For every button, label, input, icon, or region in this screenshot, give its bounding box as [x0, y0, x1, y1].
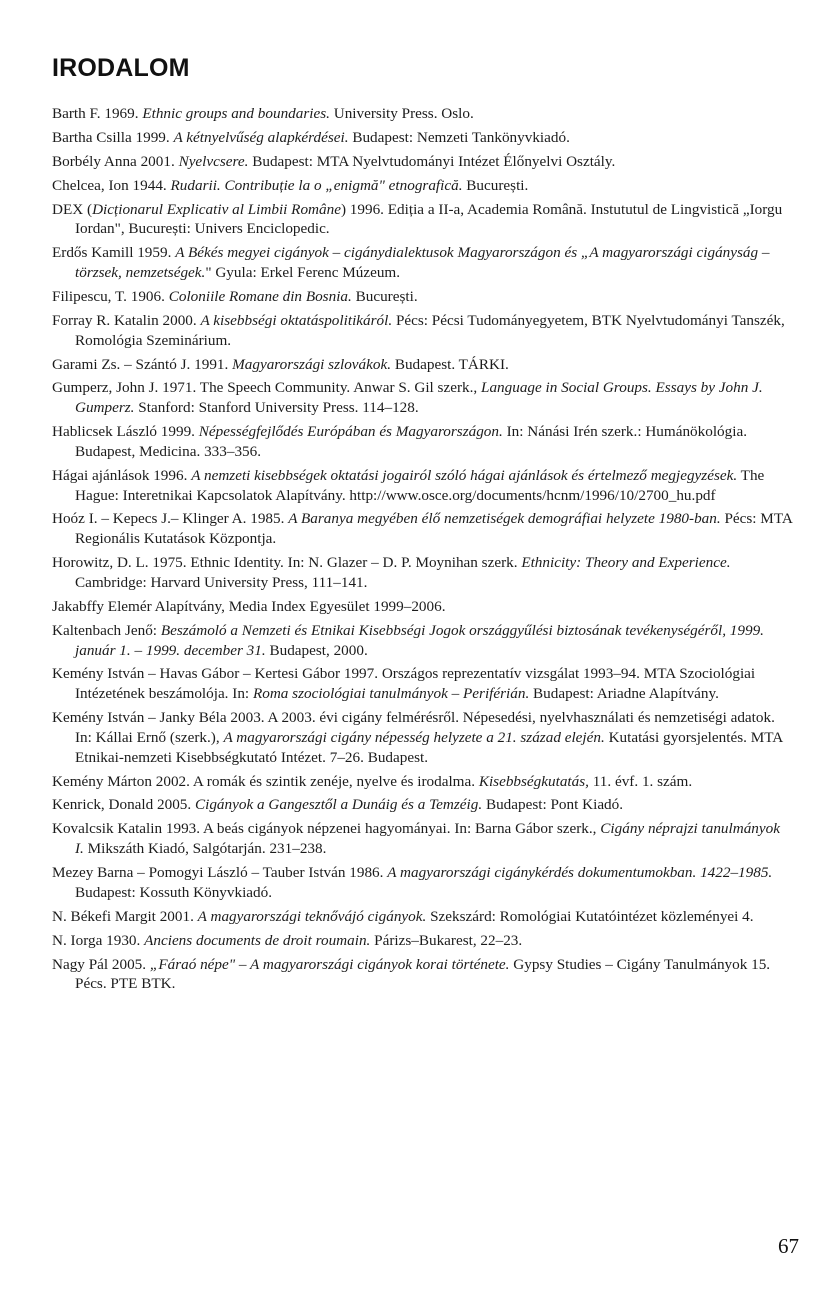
reference-text: Budapest: Pont Kiadó. — [482, 796, 624, 814]
reference-title: Magyarországi szlovákok. — [232, 355, 392, 373]
reference-entry — [52, 128, 792, 148]
reference-text: Bartha Csilla 1999. — [52, 128, 174, 146]
reference-text: Kutatási gyorsjelentés. MTA Etnikai-nemzeti Kisebbségkutató Intézet. 7–26. Budapest. — [75, 728, 783, 766]
reference-title: Kisebbségkutatás, — [478, 772, 589, 790]
reference-entry — [52, 597, 792, 617]
reference-text: Hablicsek László 1999. — [52, 423, 199, 441]
reference-text: Párizs–Bukarest, 22–23. — [370, 931, 523, 949]
reference-text: Pécs: MTA Regionális Kutatások Központja. — [75, 510, 793, 548]
reference-entry — [52, 955, 792, 995]
reference-entry — [52, 152, 792, 172]
reference-text: Jakabffy Elemér Alapítvány, Media Index Egyesület 1999–2006. — [52, 597, 446, 615]
reference-text: Kemény Márton 2002. A romák és szintik zenéje, nyelve és irodalma. — [52, 772, 479, 790]
reference-title: Cigányok a Gangesztől a Dunáig és a Temzéig. — [194, 796, 483, 814]
reference-text: Garami Zs. – Szántó J. 1991. — [52, 355, 233, 373]
reference-text: Horowitz, D. L. 1975. Ethnic Identity. In: N. Glazer – D. P. Moynihan szerk. — [52, 554, 522, 572]
reference-title: Dicționarul Explicativ al Limbii Române — [92, 200, 341, 218]
reference-text: The Hague: Interetnikai Kapcsolatok Alapítvány. http://www.osce.org/documents/hcnm/1996/10/2700_hu.pdf — [75, 466, 765, 504]
reference-text: Hágai ajánlások 1996. — [52, 466, 192, 484]
reference-title: Coloniile Romane din Bosnia. — [168, 287, 352, 305]
reference-entry — [52, 287, 792, 307]
reference-text: Nagy Pál 2005. — [52, 955, 150, 973]
reference-title: Language in Social Groups. Essays by John J. Gumperz. — [75, 379, 763, 417]
reference-title: A Békés megyei cigányok – cigánydialektusok Magyarországon és „A magyarországi cigányság – törzsek, nemzetségek. — [75, 244, 770, 282]
reference-text: Szekszárd: Romológiai Kutatóintézet közleményei 4. — [426, 907, 754, 925]
section-heading: IRODALOM — [52, 54, 190, 82]
reference-entry — [52, 795, 792, 815]
reference-entry — [52, 176, 792, 196]
reference-text: Kaltenbach Jenő: — [52, 621, 161, 639]
reference-text: Kenrick, Donald 2005. — [52, 796, 195, 814]
reference-entry — [52, 931, 792, 951]
reference-text: Budapest: Kossuth Könyvkiadó. — [75, 883, 273, 901]
reference-text: București. — [351, 287, 418, 305]
reference-text: N. Iorga 1930. — [52, 931, 145, 949]
reference-title: Rudarii. Contribuție la o „enigmă" etnografică. — [170, 176, 463, 194]
reference-title: Nyelvcsere. — [178, 152, 249, 170]
reference-text: N. Békefi Margit 2001. — [52, 907, 198, 925]
reference-text: 11. évf. 1. szám. — [588, 772, 693, 790]
reference-title: Beszámoló a Nemzeti és Etnikai Kisebbségi Jogok országgyűlési biztosának tevékenységéről, 1999. január 1. – 1999. december 31. — [75, 621, 764, 659]
reference-entry — [52, 621, 792, 661]
reference-title: Ethnicity: Theory and Experience. — [521, 554, 731, 572]
reference-entry — [52, 553, 792, 593]
reference-entry — [52, 863, 792, 903]
reference-text: Borbély Anna 2001. — [52, 152, 179, 170]
reference-entry — [52, 466, 792, 506]
reference-text: " Gyula: Erkel Ferenc Múzeum. — [205, 264, 401, 282]
reference-title: A nemzeti kisebbségek oktatási jogairól szóló hágai ajánlások és értelmező megjegyzések. — [191, 466, 738, 484]
reference-text: ) 1996. Ediția a II-a, Academia Română. Instututul de Lingvistică „Iorgu Iordan", București: Univers Enciclopedic. — [75, 200, 783, 238]
reference-text: Budapest, 2000. — [265, 641, 368, 659]
reference-text: Budapest: Nemzeti Tankönyvkiadó. — [348, 128, 570, 146]
reference-text: Barth F. 1969. — [52, 105, 143, 122]
reference-entry — [52, 355, 792, 375]
reference-text: Stanford: Stanford University Press. 114–128. — [134, 399, 419, 417]
reference-title: Népességfejlődés Európában és Magyarországon. — [198, 423, 503, 441]
reference-title: A magyarországi teknővájó cigányok. — [197, 907, 427, 925]
reference-text: Pécs: Pécsi Tudományegyetem, BTK Nyelvtudományi Tanszék, Romológia Szeminárium. — [75, 311, 785, 349]
reference-entry — [52, 243, 792, 283]
reference-text: Budapest: Ariadne Alapítvány. — [529, 685, 719, 703]
reference-title: „Fáraó népe" – A magyarországi cigányok korai története. — [149, 955, 510, 973]
reference-title: A kétnyelvűség alapkérdései. — [173, 128, 349, 146]
reference-text: Filipescu, T. 1906. — [52, 287, 169, 305]
reference-text: Gypsy Studies – Cigány Tanulmányok 15. Pécs. PTE BTK. — [75, 955, 771, 993]
reference-title: A magyarországi cigánykérdés dokumentumokban. 1422–1985. — [387, 864, 773, 882]
reference-text: Kemény István – Janky Béla 2003. A 2003. évi cigány felmérésről. Népesedési, nyelvhasználati és nemzetiségi adatok. In: Kállai Ernő (szerk.), — [52, 709, 775, 746]
reference-entry — [52, 104, 792, 124]
reference-title: Ethnic groups and boundaries. — [142, 105, 330, 122]
reference-title: A kisebbségi oktatáspolitikáról. — [200, 311, 393, 329]
reference-entry — [52, 708, 792, 767]
reference-title: Cigány néprajzi tanulmányok I. — [75, 820, 780, 858]
reference-text: Budapest: MTA Nyelvtudományi Intézet Élőnyelvi Osztály. — [248, 152, 616, 170]
reference-text: University Press. Oslo. — [329, 105, 474, 122]
reference-text: Mikszáth Kiadó, Salgótarján. 231–238. — [83, 840, 327, 858]
reference-entry — [52, 509, 792, 549]
reference-text: Budapest. TÁRKI. — [391, 355, 509, 373]
page-number: 67 — [778, 1234, 799, 1258]
reference-text: Gumperz, John J. 1971. The Speech Community. Anwar S. Gil szerk., — [52, 379, 481, 397]
reference-text: Chelcea, Ion 1944. — [52, 176, 171, 194]
reference-entry — [52, 422, 792, 462]
reference-text: Hoóz I. – Kepecs J.– Klinger A. 1985. — [52, 510, 289, 528]
reference-entry — [52, 378, 792, 418]
reference-text: Mezey Barna – Pomogyi László – Tauber István 1986. — [52, 864, 388, 882]
reference-entry — [52, 664, 792, 704]
reference-entry — [52, 311, 792, 351]
reference-entry — [52, 907, 792, 927]
reference-entry — [52, 772, 792, 792]
reference-text: Kovalcsik Katalin 1993. A beás cigányok népzenei hagyományai. In: Barna Gábor szerk., — [52, 820, 601, 838]
reference-title: Roma szociológiai tanulmányok – Periférián. — [252, 685, 530, 703]
reference-text: București. — [462, 176, 529, 194]
bibliography-list — [52, 104, 792, 998]
reference-text: DEX ( — [52, 200, 93, 218]
reference-entry — [52, 200, 792, 240]
reference-title: A magyarországi cigány népesség helyzete a 21. század elején. — [223, 728, 605, 746]
reference-text: In: Nánási Irén szerk.: Humánökológia. Budapest, Medicina. 333–356. — [75, 423, 747, 460]
reference-text: Cambridge: Harvard University Press, 111–141. — [75, 573, 368, 591]
reference-title: A Baranya megyében élő nemzetiségek demográfiai helyzete 1980-ban. — [288, 510, 721, 528]
reference-text: Erdős Kamill 1959. — [52, 244, 176, 262]
reference-text: Kemény István – Havas Gábor – Kertesi Gábor 1997. Országos reprezentatív vizsgálat 1993–94. MTA Szociológiai Intézetének beszámolója. In: — [52, 665, 756, 703]
reference-entry — [52, 819, 792, 859]
reference-title: Anciens documents de droit roumain. — [144, 931, 371, 949]
reference-text: Forray R. Katalin 2000. — [52, 311, 201, 329]
